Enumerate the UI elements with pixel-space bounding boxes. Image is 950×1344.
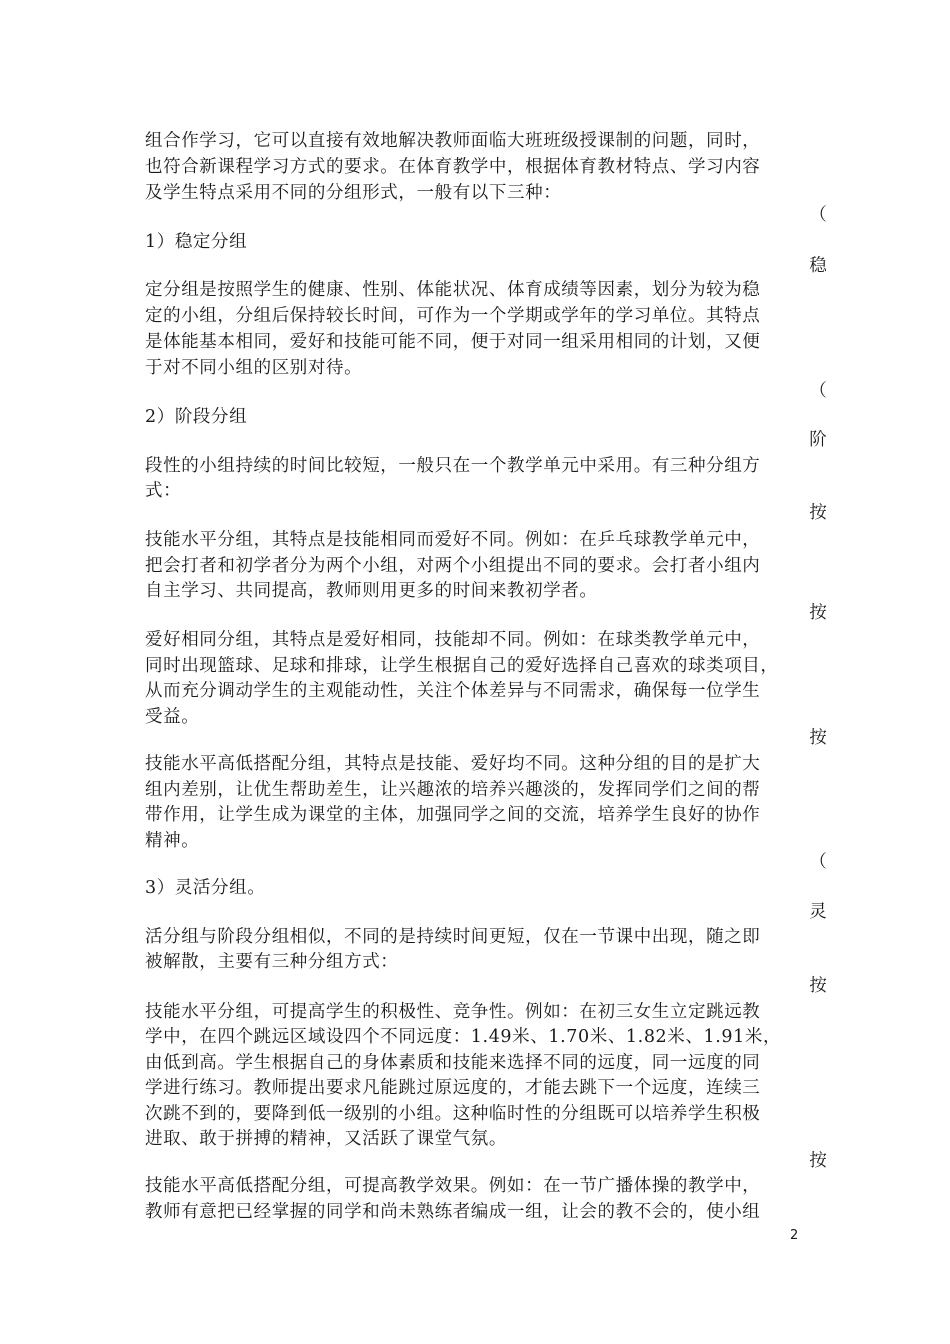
- text-line: 组合作学习，它可以直接有效地解决教师面临大班班级授课制的问题，同时，: [145, 131, 761, 151]
- text-line: 及学生特点采用不同的分组形式，一般有以下三种：: [145, 183, 562, 203]
- text-line: 于对不同小组的区别对待。: [145, 358, 363, 378]
- text-line: 由低到高。学生根据自己的身体素质和技能来选择不同的远度，同一远度的同: [145, 1053, 761, 1073]
- text-line: 被解散，主要有三种分组方式：: [145, 952, 399, 972]
- text-line: 教师有意把已经掌握的同学和尚未熟练者编成一组，让会的教不会的，使小组: [145, 1202, 761, 1222]
- margin-mark: 阶: [809, 430, 827, 450]
- text-line: 技能水平分组，其特点是技能相同而爱好不同。例如：在乒乓球教学单元中，: [145, 530, 761, 550]
- margin-mark: （: [809, 381, 827, 401]
- text-line: 学中，在四个跳远区域设四个不同远度：1.49米、1.70米、1.82米、1.91米，: [145, 1027, 782, 1047]
- section-heading: 2）阶段分组: [145, 407, 248, 427]
- page-number: 2: [790, 1228, 799, 1243]
- text-line: 式：: [145, 481, 182, 501]
- text-line: 受益。: [145, 707, 200, 727]
- text-line: 同时出现篮球、足球和排球，让学生根据自己的爱好选择自己喜欢的球类项目，: [145, 656, 779, 676]
- text-line: 技能水平高低搭配分组，其特点是技能、爱好均不同。这种分组的目的是扩大: [145, 754, 761, 774]
- section-heading: 3）灵活分组。: [145, 878, 266, 898]
- margin-mark: 稳: [809, 256, 827, 276]
- text-line: 从而充分调动学生的主观能动性，关注个体差异与不同需求，确保每一位学生: [145, 681, 761, 701]
- text-line: 也符合新课程学习方式的要求。在体育教学中，根据体育教材特点、学习内容: [145, 157, 761, 177]
- text-line: 活分组与阶段分组相似，不同的是持续时间更短，仅在一节课中出现，随之即: [145, 927, 761, 947]
- text-line: 定的小组，分组后保持较长时间，可作为一个学期或学年的学习单位。其特点: [145, 306, 761, 326]
- margin-mark: （: [809, 205, 827, 225]
- text-line: 是体能基本相同，爱好和技能可能不同，便于对同一组采用相同的计划，又便: [145, 332, 761, 352]
- text-line: 爱好相同分组，其特点是爱好相同，技能却不同。例如：在球类教学单元中，: [145, 630, 761, 650]
- text-line: 自主学习、共同提高，教师则用更多的时间来教初学者。: [145, 581, 598, 601]
- margin-mark: 按: [809, 1151, 827, 1171]
- text-line: 段性的小组持续的时间比较短，一般只在一个教学单元中采用。有三种分组方: [145, 456, 761, 476]
- text-line: 带作用，让学生成为课堂的主体，加强同学之间的交流，培养学生良好的协作: [145, 805, 761, 825]
- margin-mark: 灵: [809, 902, 827, 922]
- margin-mark: 按: [809, 728, 827, 748]
- text-line: 次跳不到的，要降到低一级别的小组。这种临时性的分组既可以培养学生积极: [145, 1104, 761, 1124]
- text-line: 技能水平分组，可提高学生的积极性、竞争性。例如：在初三女生立定跳远教: [145, 1002, 761, 1022]
- section-heading: 1）稳定分组: [145, 232, 248, 252]
- text-line: 技能水平高低搭配分组，可提高教学效果。例如：在一节广播体操的教学中，: [145, 1176, 761, 1196]
- text-line: 组内差别，让优生帮助差生，让兴趣浓的培养兴趣淡的，发挥同学们之间的帮: [145, 780, 761, 800]
- margin-mark: 按: [809, 976, 827, 996]
- margin-mark: 按: [809, 603, 827, 623]
- text-line: 把会打者和初学者分为两个小组，对两个小组提出不同的要求。会打者小组内: [145, 556, 761, 576]
- text-line: 定分组是按照学生的健康、性别、体能状况、体育成绩等因素，划分为较为稳: [145, 280, 761, 300]
- text-line: 学进行练习。教师提出要求凡能跳过原远度的，才能去跳下一个远度，连续三: [145, 1078, 761, 1098]
- margin-mark: 按: [809, 503, 827, 523]
- text-line: 精神。: [145, 831, 200, 851]
- margin-mark: （: [809, 852, 827, 872]
- text-line: 进取、敢于拼搏的精神，又活跃了课堂气氛。: [145, 1129, 507, 1149]
